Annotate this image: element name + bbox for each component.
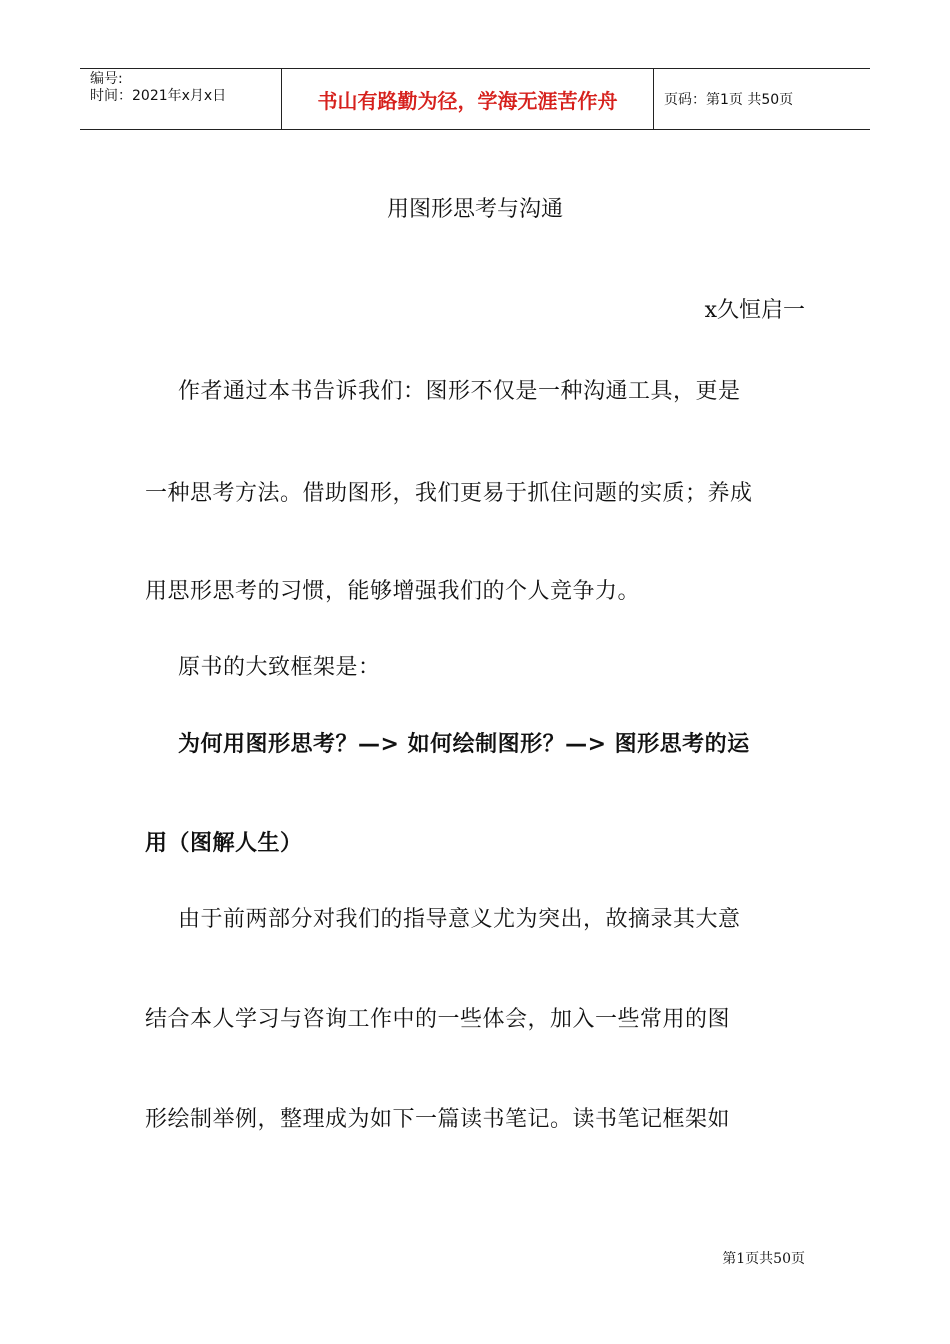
motto-text: 书山有路勤为径，学海无涯苦作舟: [317, 88, 618, 113]
body-line: 结合本人学习与咨询工作中的一些体会，加入一些常用的图: [145, 1007, 731, 1032]
header-table: [80, 68, 870, 130]
framework-line: 为何用图形思考？—> 如何绘制图形？—> 图形思考的运: [178, 732, 750, 757]
body-line: 一种思考方法。借助图形，我们更易于抓住问题的实质；养成: [145, 481, 753, 506]
number-label: 编号:: [90, 71, 123, 87]
framework-line: 用（图解人生）: [145, 831, 303, 856]
body-line: 由于前两部分对我们的指导意义尤为突出，故摘录其大意: [178, 907, 741, 932]
body-line: 作者通过本书告诉我们：图形不仅是一种沟通工具，更是: [178, 379, 741, 404]
body-line: 原书的大致框架是：: [178, 655, 381, 680]
page-footer: 第1页共50页: [722, 1251, 805, 1267]
body-line: 形绘制举例，整理成为如下一篇读书笔记。读书笔记框架如: [145, 1107, 731, 1132]
document-author: x久恒启一: [704, 298, 805, 323]
page-code-cell: [654, 69, 870, 129]
header-meta-cell: [80, 69, 282, 129]
document-title: 用图形思考与沟通: [386, 197, 563, 222]
body-line: 用思形思考的习惯，能够增强我们的个人竞争力。: [145, 579, 641, 604]
date-label: 时间：2021年x月x日: [90, 88, 227, 104]
motto-cell: [282, 69, 654, 129]
page-code-text: 页码：第1页 共50页: [664, 92, 794, 108]
